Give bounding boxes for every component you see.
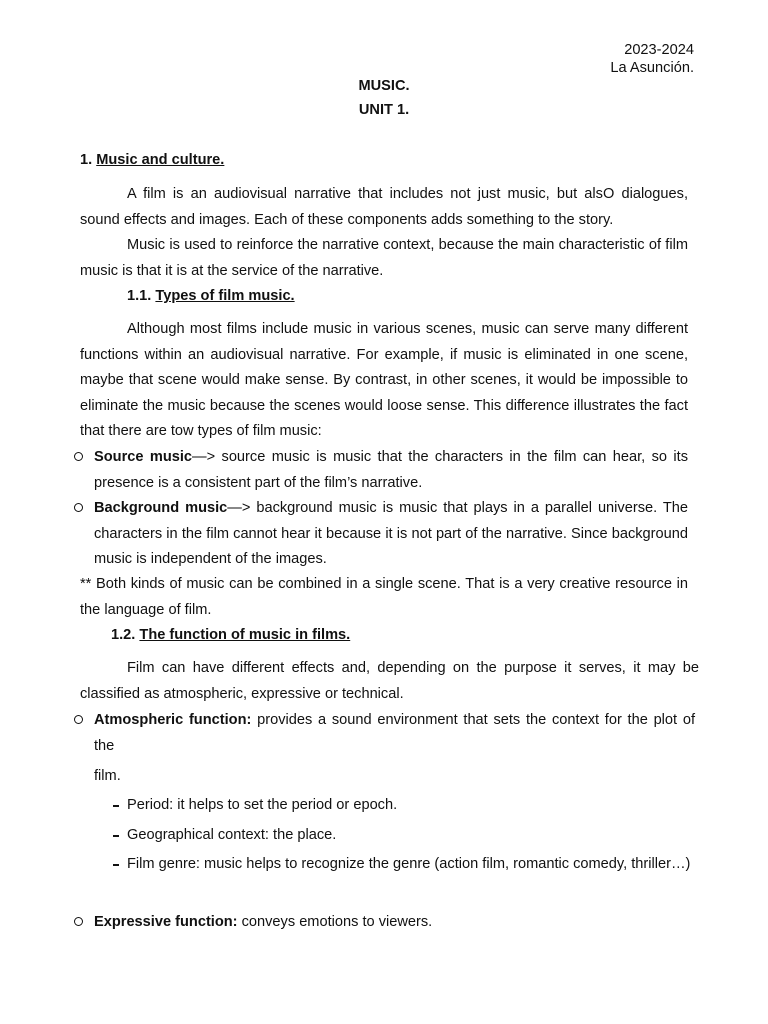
note-combined-music: ** Both kinds of music can be combined in a single scene. That is a very creative resource in the language of film. [80, 576, 688, 618]
paragraph-film-narrative: A film is an audiovisual narrative that includes not just music, but alsO dialogues, sound effects and images. Each of these components adds something to the story. [80, 186, 688, 228]
bullet-background-music [94, 496, 688, 573]
document-title: MUSIC. [358, 78, 410, 94]
paragraph-functions: Although most films include music in various scenes, music can serve many different functions within an audiovisual narrative. For example, if music is eliminated in one scene, maybe that scene would make sense. By contrast, in other scenes, it would be impossible to eliminate the music because the scenes would loose sense. This difference illustrates the fact that there are tow types of film music: [80, 321, 688, 439]
school-name: La Asunción. [610, 60, 694, 76]
bullet-source-term: Source music [94, 449, 193, 465]
bullet-background-text: —> background music is music that plays in a parallel universe. The characters in the film cannot hear it because it is not part of the narrative. Since background music is independent of the images. [94, 500, 689, 567]
dash-bullet-icon [113, 835, 119, 837]
bullet-atmospheric-term: Atmospheric function: [94, 712, 252, 728]
subitem-period: Period: it helps to set the period or epoch. [127, 797, 398, 813]
paragraph-music-reinforce: Music is used to reinforce the narrative context, because the main characteristic of film music is that it is at the service of the narrative. [80, 237, 688, 279]
bullet-circle-icon [74, 715, 83, 724]
section-1-title: Music and culture. [96, 152, 225, 168]
school-year: 2023-2024 [624, 42, 694, 58]
paragraph-effects: Film can have different effects and, depending on the purpose it serves, it may be classified as atmospheric, expressive or technical. [80, 660, 699, 702]
bullet-atmospheric [94, 708, 695, 759]
subitem-geographical: Geographical context: the place. [127, 827, 337, 843]
section-1-number: 1. [80, 152, 93, 168]
section-1-1-heading [127, 288, 295, 304]
bullet-expressive [94, 910, 688, 936]
section-1-1-title: Types of film music. [155, 288, 295, 304]
bullet-source-text: —> source music is music that the characters in the film can hear, so its presence is a consistent part of the film’s narrative. [94, 449, 688, 491]
bullet-circle-icon [74, 452, 83, 461]
section-1-1-number: 1.1. [127, 288, 152, 304]
bullet-atmospheric-continuation: film. [94, 768, 121, 784]
section-1-2-title: The function of music in films. [139, 627, 351, 643]
bullet-background-term: Background music [94, 500, 228, 516]
section-1-heading [80, 152, 224, 168]
bullet-expressive-text: conveys emotions to viewers. [237, 914, 433, 930]
bullet-expressive-term: Expressive function: [94, 914, 238, 930]
bullet-circle-icon [74, 917, 83, 926]
unit-title: UNIT 1. [358, 102, 410, 118]
dash-bullet-icon [113, 805, 119, 807]
section-1-2-number: 1.2. [111, 627, 136, 643]
section-1-2-heading [111, 627, 350, 643]
bullet-circle-icon [74, 503, 83, 512]
dash-bullet-icon [113, 864, 119, 866]
subitem-film-genre: Film genre: music helps to recognize the genre (action film, romantic comedy, thriller…) [127, 856, 691, 872]
bullet-atmospheric-text: provides a sound environment that sets the context for the plot of the [94, 712, 696, 754]
bullet-source-music [94, 445, 688, 496]
